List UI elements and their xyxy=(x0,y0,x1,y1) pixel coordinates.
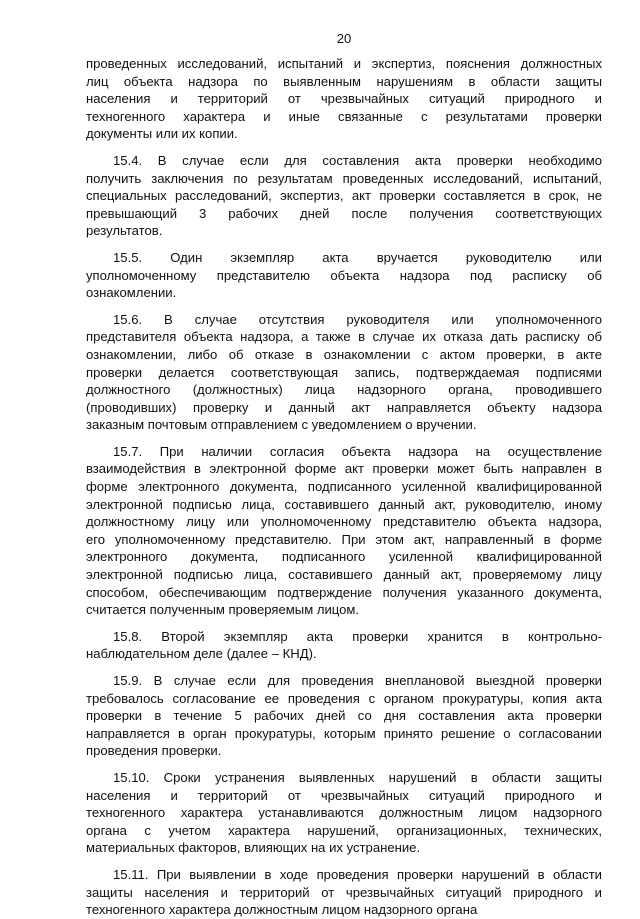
text-line: наблюдательном деле (далее – КНД). xyxy=(86,646,317,662)
text-line: 15.6. В случае отсутствия руководителя или уполномоченного xyxy=(113,311,602,327)
text-line: 15.10. Сроки устранения выявленных нарушений в области защиты xyxy=(113,769,602,785)
text-line: лиц объекта надзора по выявленным нарушениям в области защиты xyxy=(86,73,602,89)
text-line: проверки делается соответствующая запись, подтверждаемая подписями xyxy=(86,364,602,380)
text-line: материальных факторов, влияющих на их устранение. xyxy=(86,840,421,856)
paragraph xyxy=(86,866,602,919)
text-line: техногенного характера должностным лицом надзорного органа xyxy=(86,902,478,918)
text-line: техногенного характера устанавливаются должностным лицом надзорного xyxy=(86,805,602,821)
text-line: проведения проверки. xyxy=(86,743,222,759)
text-line: населения и территорий от чрезвычайных ситуаций природного и xyxy=(86,787,602,803)
text-line: защиты населения и территорий от чрезвычайных ситуаций природного и xyxy=(86,884,602,900)
text-line: 15.5. Один экземпляр акта вручается руководителю или xyxy=(113,249,602,265)
text-line: должностному лицу или уполномоченному представителю объекта надзора, xyxy=(86,514,602,530)
text-line: электронной подписью лица, составившего данный акт, руководителю, иному xyxy=(86,496,602,512)
text-line: 15.8. Второй экземпляр акта проверки хранится в контрольно- xyxy=(113,628,602,644)
text-line: требовалось согласование ее проведения с органом прокуратуры, копия акта xyxy=(86,690,602,706)
text-line: взаимодействия в электронной форме акт проверки может быть направлен в xyxy=(86,461,602,477)
text-line: проведенных исследований, испытаний и экспертиз, пояснения должностных xyxy=(86,56,602,71)
text-line: способом, обеспечивающим подтверждение получения указанного документа, xyxy=(86,584,602,600)
text-line: документы или их копии. xyxy=(86,126,238,142)
text-line: представителя объекта надзора, а также в случае их отказа дать расписку об xyxy=(86,329,602,345)
text-line: 15.9. В случае если для проведения внеплановой выездной проверки xyxy=(113,673,602,688)
text-line: органа с учетом характера нарушений, организационных, технических, xyxy=(86,822,602,838)
text-line: проверки в течение 5 рабочих дней со дня составления акта проверки xyxy=(86,708,602,724)
text-line: (проводивших) проверку и данный акт направляется объекту надзора xyxy=(86,399,602,415)
paragraph xyxy=(86,249,602,302)
text-line: 15.4. В случае если для составления акта проверки необходимо xyxy=(113,152,602,168)
text-line: должностного (должностных) лица надзорного органа, проводившего xyxy=(86,382,602,398)
text-line: 15.7. При наличии согласия объекта надзора на осуществление xyxy=(113,443,602,459)
text-line: заказным почтовым отправлением с уведомлением о вручении. xyxy=(86,417,477,433)
text-line: его уполномоченному представителю. При этом акт, направленный в форме xyxy=(86,531,602,547)
text-line: получить заключения по результатам проведенных исследований, испытаний, xyxy=(86,170,602,186)
paragraph xyxy=(86,311,602,434)
paragraph xyxy=(86,55,602,143)
paragraph xyxy=(86,769,602,857)
paragraph xyxy=(86,443,602,619)
text-line: 15.11. При выявлении в ходе проведения проверки нарушений в области xyxy=(113,866,602,882)
text-line: ознакомлении, либо об отказе в ознакомлении с актом проверки, в акте xyxy=(86,346,602,362)
text-line: направляется в орган прокуратуры, которым принято решение о согласовании xyxy=(86,725,602,741)
text-line: населения и территорий от чрезвычайных ситуаций природного и xyxy=(86,91,602,107)
text-line: электронной подписью лица, составившего данный акт, проверяемому лицу xyxy=(86,567,602,583)
text-line: электронного документа, подписанного усиленной квалифицированной xyxy=(86,549,602,565)
paragraph xyxy=(86,672,602,760)
paragraph xyxy=(86,628,602,663)
page-number: 20 xyxy=(336,31,352,46)
text-line: ознакомлении. xyxy=(86,285,177,301)
text-line: специальных расследований, экспертиз, акт проверки составляется в срок, не xyxy=(86,188,602,204)
text-line: результатов. xyxy=(86,223,163,239)
paragraph xyxy=(86,152,602,240)
text-line: считается полученным проверяемым лицом. xyxy=(86,602,360,618)
text-line: техногенного характера и иные связанные с результатами проверки xyxy=(86,108,602,124)
text-line: уполномоченному представителю объекта надзора под расписку об xyxy=(86,267,602,283)
text-line: превышающий 3 рабочих дней после получения соответствующих xyxy=(86,205,602,221)
document-body xyxy=(86,55,602,919)
text-line: форме электронного документа, подписанного усиленной квалифицированной xyxy=(86,479,602,495)
